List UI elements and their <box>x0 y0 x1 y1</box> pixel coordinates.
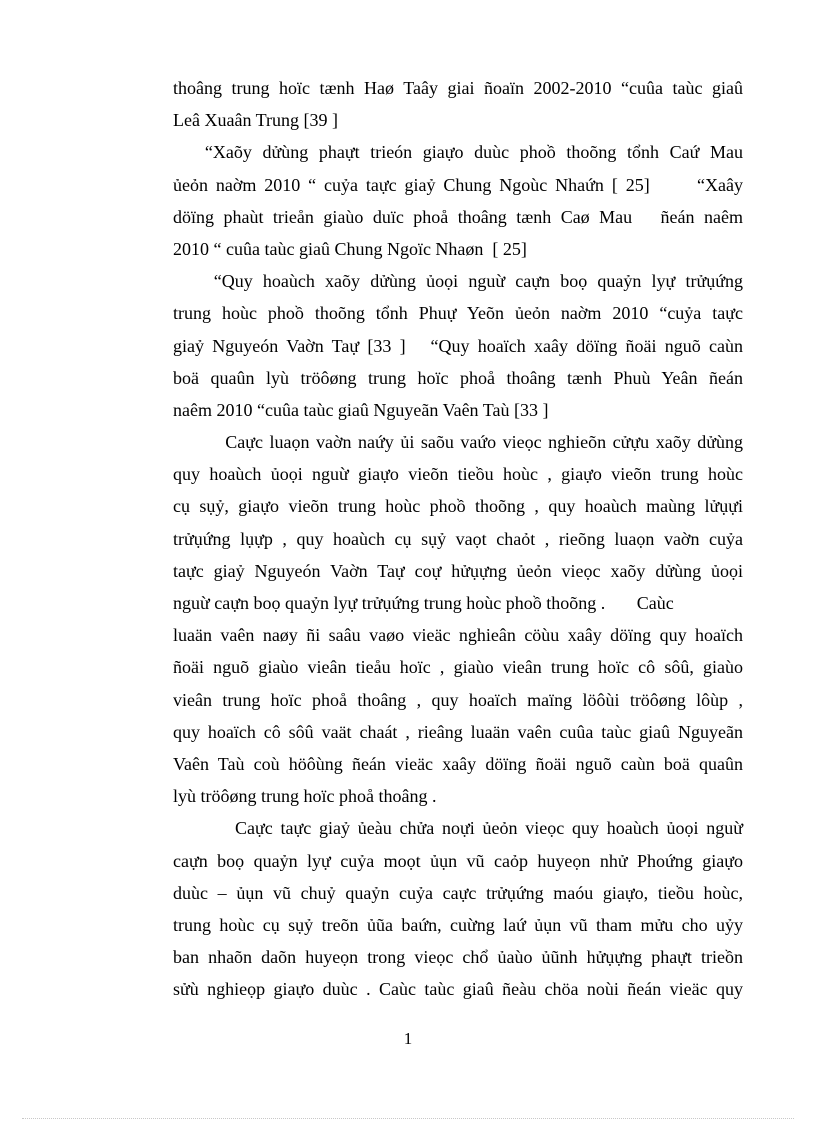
page-number: 1 <box>403 1029 413 1048</box>
text-line: trửụứng lụựp , quy hoaùch cụ sụỷ vaọt chaỏt , rieõng luaọn vaờn cuỷa <box>173 528 743 549</box>
text-line: duùc – ủụn vũ chuỷ quaỷn cuỷa caực trửụứng maóu giaựo, tieồu hoùc, <box>173 882 743 903</box>
text-line: naêm 2010 “cuûa taùc giaû Nguyeãn Vaên Taù [33 ] <box>173 399 549 420</box>
text-line: Vaên Taù coù höôùng ñeán vieäc xaây döïng ñoäi nguõ caùn boä quaûn <box>173 753 743 774</box>
text-line: ban nhaõn daõn huyeọn trong vieọc chổ ủaùo ủũnh hửụựng phaựt trieồn <box>173 947 743 968</box>
text-line: ủeỏn naờm 2010 “ cuỷa taực giaỷ Chung Ngoùc Nhaứn [ 25] “Xaây <box>173 174 743 195</box>
text-line: luaän vaên naøy ñi saâu vaøo vieäc nghieân cöùu xaây döïng quy hoaïch <box>173 625 743 646</box>
page-bottom-divider <box>22 1118 794 1119</box>
body-text <box>173 72 743 1005</box>
text-line: 2010 “ cuûa taùc giaû Chung Ngoïc Nhaøn [ 25] <box>173 238 527 259</box>
text-line: vieân trung hoïc phoå thoâng , quy hoaïch maïng löôùi tröôøng lôùp , <box>173 689 743 710</box>
text-line: quy hoaùch ủoọi nguừ giaựo vieõn tieồu hoùc , giaựo vieõn trung hoùc <box>173 464 743 485</box>
text-line: “Quy hoaùch xaõy dửùng ủoọi nguừ caựn boọ quaỷn lyự trửụứng <box>173 271 743 292</box>
text-line: lyù tröôøng trung hoïc phoå thoâng . <box>173 786 437 807</box>
text-line: Caực luaọn vaờn naứy ủi saõu vaứo vieọc nghieõn cửựu xaõy dửùng <box>173 432 743 453</box>
text-line: “Xaõy dửùng phaựt trieón giaựo duùc phoồ thoõng tổnh Caứ Mau <box>173 142 743 163</box>
text-line: thoâng trung hoïc tænh Haø Taây giai ñoaïn 2002-2010 “cuûa taùc giaû <box>173 78 743 98</box>
text-line: Caực taực giaỷ ủeàu chửa noựi ủeỏn vieọc quy hoaùch ủoọi nguừ <box>173 818 743 839</box>
text-line: döïng phaùt trieån giaùo duïc phoå thoâng tænh Caø Mau ñeán naêm <box>173 206 743 227</box>
text-line: taực giaỷ Nguyeón Vaờn Taự coự hửụựng ủeỏn vieọc xaõy dửùng ủoọi <box>173 560 743 581</box>
text-line: cụ sụỷ, giaựo vieõn trung hoùc phoồ thoõng , quy hoaùch maùng lửụựi <box>173 496 743 517</box>
text-line: Leâ Xuaân Trung [39 ] <box>173 110 338 131</box>
text-line: trung hoùc phoồ thoõng tổnh Phuự Yeõn ủeỏn naờm 2010 “cuỷa taực <box>173 303 743 324</box>
text-line: sửù nghieọp giaựo duùc . Caùc taùc giaû ñeàu chöa noùi ñeán vieäc quy <box>173 979 743 1000</box>
text-line: quy hoaïch cô sôû vaät chaát , rieâng luaän vaên cuûa taùc giaû Nguyeãn <box>173 721 743 742</box>
text-line: boä quaûn lyù tröôøng trung hoïc phoå thoâng tænh Phuù Yeân ñeán <box>173 367 743 388</box>
text-line: giaỷ Nguyeón Vaờn Taự [33 ] “Quy hoaïch xaây döïng ñoäi nguõ caùn <box>173 335 743 356</box>
text-line: ñoäi nguõ giaùo vieân tieåu hoïc , giaùo vieân trung hoïc cô sôû, giaùo <box>173 657 743 678</box>
text-line: caựn boọ quaỷn lyự cuỷa moọt ủụn vũ caỏp huyeọn nhử Phoứng giaựo <box>173 850 743 871</box>
text-line: nguừ caựn boọ quaỷn lyự trửụứng trung hoùc phoồ thoõng . Caùc <box>173 593 674 613</box>
text-line: trung hoùc cụ sụỷ treõn ủũa baứn, cuừng laứ ủụn vũ tham mửu cho uỷy <box>173 914 743 935</box>
